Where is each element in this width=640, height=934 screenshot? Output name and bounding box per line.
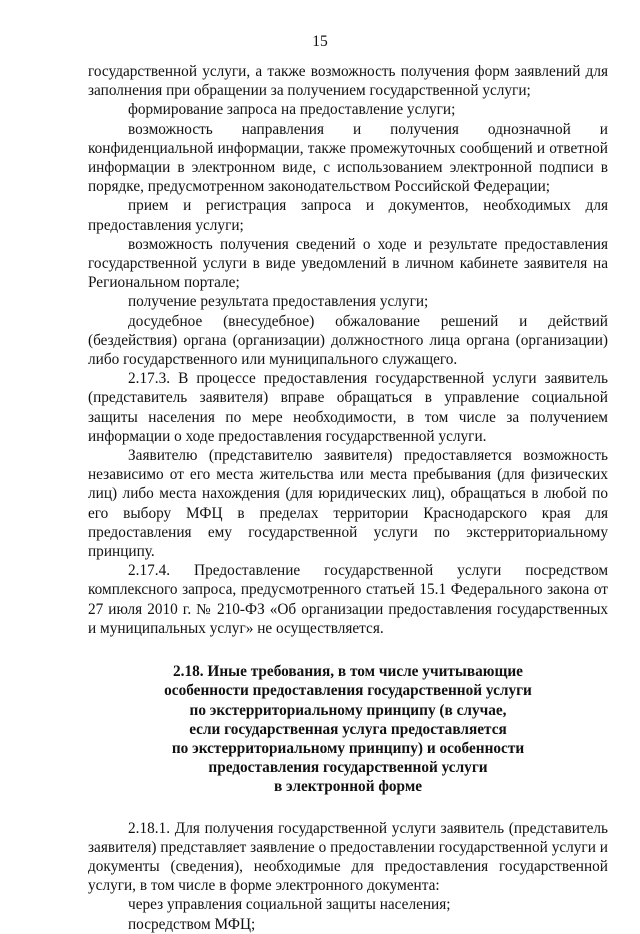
section-heading	[88, 662, 608, 796]
paragraph: через управления социальной защиты населения;	[128, 896, 451, 914]
heading-line: если государственная услуга предоставляется	[189, 720, 507, 738]
paragraph: государственной услуги, а также возможность получения форм заявлений для заполнения при обращении за получением государственной услуги;	[88, 63, 608, 100]
paragraph: 2.17.3. В процессе предоставления государственной услуги заявитель (представитель заявителя) вправе обращаться в управление социальной защиты населения по мере необходимости, в том числе за получением информации о ходе предоставления государственной услуги.	[88, 370, 608, 445]
paragraph: получение результата предоставления услуги;	[128, 293, 429, 311]
paragraph: прием и регистрация запроса и документов, необходимых для предоставления услуги;	[88, 197, 608, 234]
paragraph: возможность направления и получения однозначной и конфиденциальной информации, также промежуточных сообщений и ответной информации в электронном виде, с использованием электронной подписи в порядке, предусмотренном законодательством Российской Федерации;	[88, 120, 608, 196]
paragraphs-bottom	[88, 819, 608, 934]
paragraphs-top	[88, 62, 608, 638]
document-body	[88, 62, 608, 934]
paragraph: Заявителю (представителю заявителя) предоставляется возможность независимо от его места жительства или места пребывания (для физических лиц) либо места нахождения (для юридических лиц), обращаться в любой по его выбору МФЦ в пределах территории Краснодарского края для предоставления ему государственной услуги по экстерриториальному принципу.	[88, 447, 608, 561]
paragraph: формирование запроса на предоставление услуги;	[128, 101, 456, 119]
heading-line: 2.18. Иные требования, в том числе учитывающие	[173, 663, 523, 681]
heading-line: в электронной форме	[273, 778, 423, 796]
paragraph: возможность получения сведений о ходе и результате предоставления государственной услуги в виде уведомлений в личном кабинете заявителя на Региональном портале;	[88, 235, 608, 292]
paragraph: посредством МФЦ;	[128, 915, 256, 933]
paragraph: 2.18.1. Для получения государственной услуги заявитель (представитель заявителя) представляет заявление о предоставлении государственной услуги и документы (сведения), необходимые для предоставления государственной услуги, в том числе в форме электронного документа:	[88, 819, 608, 895]
page-number: 15	[312, 33, 328, 50]
paragraph: досудебное (внесудебное) обжалование решений и действий (бездействия) органа (организации) должностного лица органа (организации) либо государственного или муниципального служащего.	[88, 312, 608, 369]
heading-line: предоставления государственной услуги	[208, 759, 488, 777]
heading-line: особенности предоставления государственной услуги	[164, 682, 532, 700]
heading-line: по экстерриториальному принципу) и особенности	[171, 739, 525, 757]
heading-line: по экстерриториальному принципу (в случае,	[189, 701, 507, 719]
paragraph: 2.17.4. Предоставление государственной услуги посредством комплексного запроса, предусмотренного статьей 15.1 Федерального закона от 27 июля 2010 г. № 210-ФЗ «Об организации предоставления государственных и муниципальных услуг» не осуществляется.	[88, 562, 608, 637]
